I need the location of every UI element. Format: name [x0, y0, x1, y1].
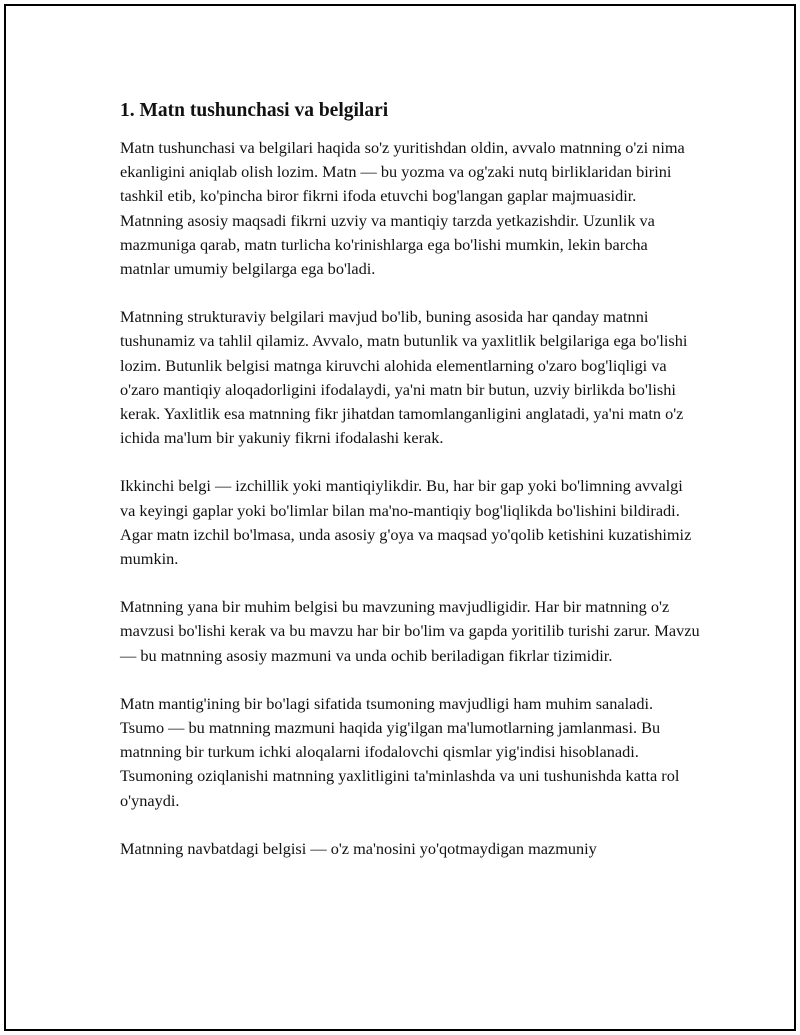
paragraph-6: Matnning navbatdagi belgisi — o'z ma'nosini yo'qotmaydigan mazmuniy [120, 838, 597, 858]
section-heading: 1. Matn tushunchasi va belgilari [120, 100, 389, 121]
paragraph-4: Matnning yana bir muhim belgisi bu mavzuning mavjudligidir. Har bir matnning o'z mavzusi bo'lishi kerak va bu mavzu har bir bo'lim va gapda yoritilib turishi zarur. Mavzu — bu matnning asosiy mazmuni va unda ochib beriladigan fikrlar tizimidir. [120, 597, 700, 665]
document-body [120, 98, 700, 861]
paragraph-1: Matn tushunchasi va belgilari haqida so'z yuritishdan oldin, avvalo matnning o'zi nima ekanligini aniqlab olish lozim. Matn — bu yozma va og'zaki nutq birliklaridan birini tashkil etib, ko'pincha biror fikrni ifoda etuvchi bog'langan gaplar majmuasidir. Matnning asosiy maqsadi fikrni uzviy va mantiqiy tarzda yetkazishdir. Uzunlik va mazmuniga qarab, matn turlicha ko'rinishlarga ega bo'lishi mumkin, lekin barcha matnlar umumiy belgilarga ega bo'ladi. [120, 138, 685, 279]
paragraph-5: Matn mantig'ining bir bo'lagi sifatida tsumoning mavjudligi ham muhim sanaladi. Tsumo — bu matnning mazmuni haqida yig'ilgan ma'lumotlarning jamlanmasi. Bu matnning bir turkum ichki aloqalarni ifodalovchi qismlar yig'indisi hisoblanadi. Tsumoning oziqlanishi matnning yaxlitligini ta'minlashda va uni tushunishda katta rol o'ynaydi. [120, 693, 680, 810]
paragraph-3: Ikkinchi belgi — izchillik yoki mantiqiylikdir. Bu, har bir gap yoki bo'limning avvalgi va keyingi gaplar yoki bo'limlar bilan ma'no-mantiqiy bog'liqlikda bo'lishini bildiradi. Agar matn izchil bo'lmasa, unda asosiy g'oya va maqsad yo'qolib ketishini kuzatishimiz mumkin. [120, 476, 692, 569]
page-frame [4, 4, 796, 1031]
paragraph-2: Matnning strukturaviy belgilari mavjud bo'lib, buning asosida har qanday matnni tushunamiz va tahlil qilamiz. Avvalo, matn butunlik va yaxlitlik belgilariga ega bo'lishi lozim. Butunlik belgisi matnga kiruvchi alohida elementlarning o'zaro bog'liqligi va o'zaro mantiqiy aloqadorligini ifodalaydi, ya'ni matn bir butun, uzviy birlikda bo'lishi kerak. Yaxlitlik esa matnning fikr jihatdan tamomlanganligini anglatadi, ya'ni matn o'z ichida ma'lum bir yakuniy fikrni ifodalashi kerak. [120, 307, 688, 448]
